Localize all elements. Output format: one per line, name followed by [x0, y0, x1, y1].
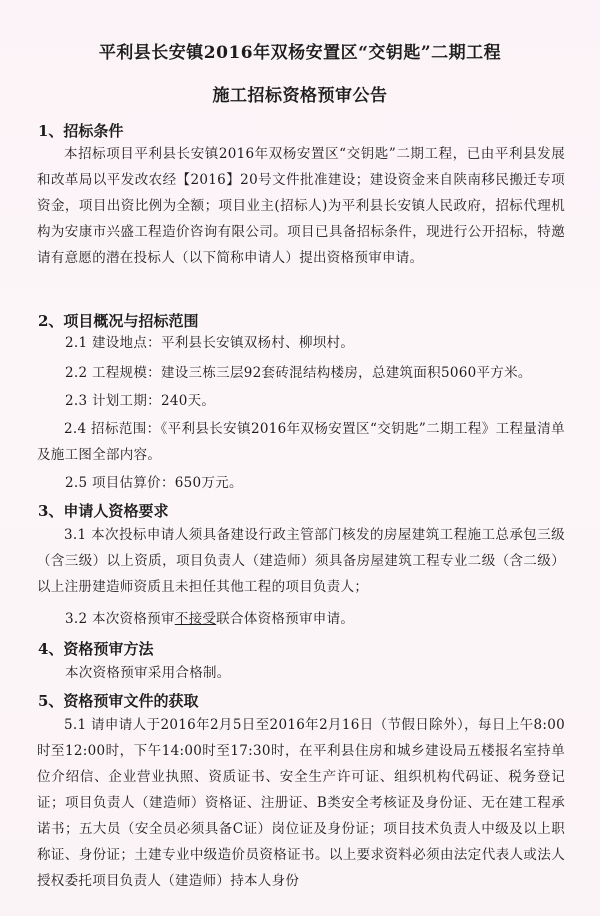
not-accepted-text: 不接受: [174, 611, 217, 627]
section-4-body: 本次资格预审采用合格制。: [65, 665, 231, 681]
document-title: 平利县长安镇2016年双杨安置区“交钥匙”二期工程: [98, 43, 502, 63]
document-subtitle: 施工招标资格预审公告: [212, 86, 388, 106]
section-2-item-2: 2.2 工程规模：建设三栋三层92套砖混结构楼房，总建筑面积5060平方米。: [65, 365, 532, 381]
section-2-item-4: 2.4 招标范围：《平利县长安镇2016年双杨安置区“交钥匙”二期工程》工程量清单及施工图全部内容。: [37, 421, 565, 463]
section-2-heading: 2、项目概况与招标范围: [38, 312, 199, 330]
section-5-heading: 5、资格预审文件的获取: [38, 692, 199, 710]
section-1-heading: 1、招标条件: [38, 122, 124, 140]
section-3-item-2: [65, 606, 354, 632]
section-4-heading: 4、资格预审方法: [38, 640, 154, 658]
section-3-item-1: 3.1 本次投标申请人须具备建设行政主管部门核发的房屋建筑工程施工总承包三级（含三级）以上资质，项目负责人（建造师）须具备房屋建筑工程专业二级（含二级）以上注册建造师资质且未担任其他工程的项目负责人；: [37, 527, 565, 595]
section-2-item-1: 2.1 建设地点：平利县长安镇双杨村、柳坝村。: [65, 335, 355, 351]
section-3-item-2-start: 3.2 本次资格预审: [65, 611, 175, 627]
section-1-body: 本招标项目平利县长安镇2016年双杨安置区“交钥匙”二期工程，已由平利县发展和改革局以平发改农经【2016】20号文件批准建设；建设资金来自陕南移民搬迁专项资金，项目出资比例为全额；项目业主(招标人)为平利县长安镇人民政府，招标代理机构为安康市兴盛工程造价咨询有限公司。项目已具备招标条件，现进行公开招标，特邀请有意愿的潜在投标人（以下简称申请人）提出资格预审申请。: [37, 146, 565, 266]
section-2-item-5: 2.5 项目估算价：650万元。: [65, 475, 243, 491]
section-2-item-3: 2.3 计划工期：240天。: [65, 393, 216, 409]
section-5-body: 5.1 请申请人于2016年2月5日至2016年2月16日（节假日除外），每日上午8:00时至12:00时，下午14:00时至17:30时，在平利县住房和城乡建设局五楼报名室持单位介绍信、企业营业执照、资质证书、安全生产许可证、组织机构代码证、税务登记证；项目负责人（建造师）资格证、注册证、B类安全考核证及身份证、无在建工程承诺书；五大员（安全员必须具备C证）岗位证及身份证；项目技术负责人中级及以上职称证、身份证；土建专业中级造价员资格证书。以上要求资料必须由法定代表人或法人授权委托项目负责人（建造师）持本人身份: [37, 717, 565, 889]
section-3-item-2-end: 联合体资格预审申请。: [216, 611, 355, 627]
section-3-heading: 3、申请人资格要求: [38, 502, 169, 520]
